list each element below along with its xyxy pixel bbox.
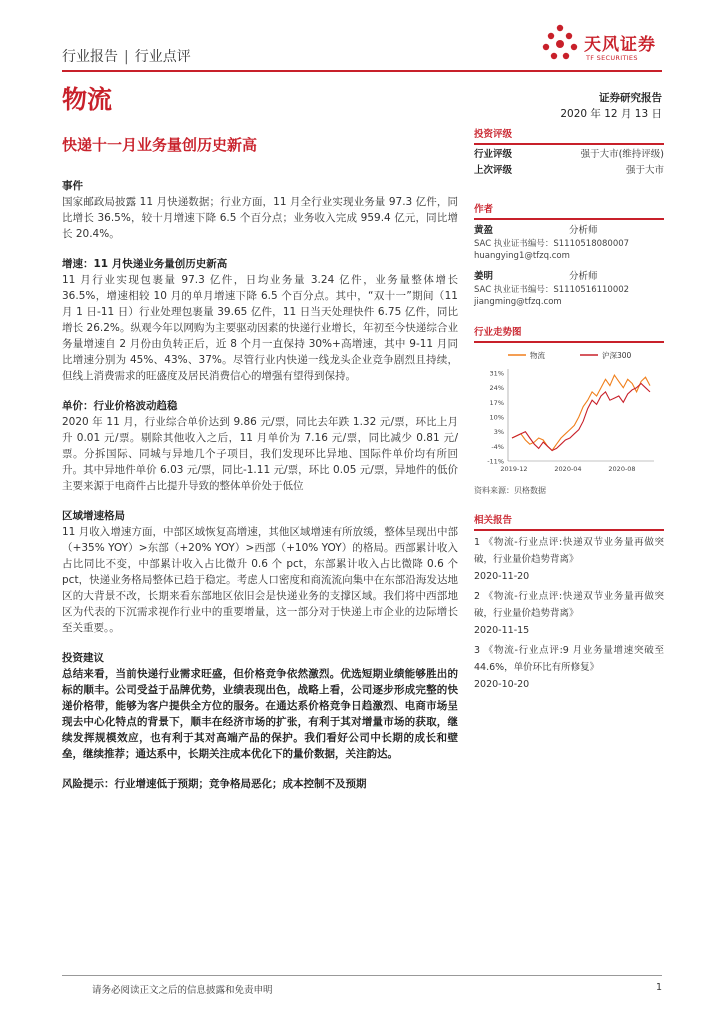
x-tick-label: 2019-12 — [500, 465, 528, 473]
section-heading: 单价：行业价格波动趋稳 — [62, 400, 178, 412]
category-left: 行业报告 — [62, 49, 118, 65]
related-report-date: 2020-11-20 — [474, 571, 530, 582]
page-number: 1 — [655, 982, 662, 993]
y-tick-label: 10% — [489, 413, 504, 422]
rating-value: 强于大市(维持评级) — [580, 149, 664, 160]
y-tick-label: -11% — [487, 457, 504, 466]
related-report-link[interactable]: 1 《物流-行业点评:快递双节业务量再做突破，行业量价趋势背离》 — [474, 537, 664, 565]
section-heading: 投资建议 — [62, 652, 104, 664]
sidebar — [474, 124, 664, 696]
report-category — [62, 46, 191, 66]
section-growth — [62, 256, 458, 384]
related-list — [474, 534, 664, 693]
trend-heading: 行业走势图 — [474, 322, 664, 343]
section-investment — [62, 650, 458, 762]
trend-chart-svg — [474, 343, 664, 483]
report-date: 2020 年 12 月 13 日 — [560, 108, 662, 120]
author-license: SAC 执业证书编号：S1110518080007 — [474, 239, 630, 249]
brand-name-en: TF SECURITIES — [586, 54, 638, 62]
rating-industry — [474, 147, 664, 163]
section-text: 国家邮政局披露 11 月快递数据；行业方面，11 月全行业实现业务量 97.3 亿件，同比增长 36.5%，较十月增速下降 6.5 个百分点；业务收入完成 959.4 亿元，同比增长 20.4%。 — [62, 196, 458, 240]
related-report-date: 2020-11-15 — [474, 625, 530, 636]
authors-heading: 作者 — [474, 199, 664, 220]
trend-chart — [474, 343, 664, 483]
legend-label: 沪深300 — [602, 351, 632, 360]
section-text: 2020 年 11 月，行业综合单价达到 9.86 元/票，同比去年跌 1.32 元/票，环比上月升 0.01 元/票。剔除其他收入之后，11 月单价为 7.16 元/票，同比减少 0.81 元/票。分拆国际、同城与异地几个子项目，我们发现环比异地、国际件单价均有所回升。其中异地件单价 6.03 元/票，同比-1.11 元/票，环比 0.05 元/票，异地件的低价主要来源于电商件占比提升导致的整体单价处于低位 — [62, 416, 458, 492]
rating-previous — [474, 163, 664, 179]
author-email[interactable]: huangying1@tfzq.com — [474, 251, 570, 261]
rating-label: 行业评级 — [474, 149, 513, 160]
y-tick-label: 31% — [489, 369, 504, 378]
brand-name-cn: 天风证券 — [584, 35, 656, 55]
rating-value: 强于大市 — [625, 165, 664, 176]
main-content — [62, 178, 458, 792]
author-card — [474, 224, 664, 262]
report-title: 快递十一月业务量创历史新高 — [62, 136, 258, 154]
header-divider — [62, 70, 662, 72]
y-tick-label: 24% — [489, 384, 504, 393]
author-role: 分析师 — [569, 271, 598, 282]
author-email[interactable]: jiangming@tfzq.com — [474, 297, 562, 307]
section-event — [62, 178, 458, 242]
section-region — [62, 508, 458, 636]
section-text: 11 月行业实现包裹量 97.3 亿件，日均业务量 3.24 亿件，业务量整体增长 36.5%，增速相较 10 月的单月增速下降 6.5 个百分点。其中，“双十一”期间（11 月 1 日-11 日）行业处理包裹量 39.65 亿件，11 日当天处理快件 6.75 亿件，同比增长 26.2%。纵观今年以网购为主要驱动因素的快递行业增长，年初至今快递综合业务量增速自 2 月份由负转正后，近 8 个月一直保持 30%+高增速，其中 9-11 月同比增速分别为 45%、43%、37%。尽管行业内快递一线龙头企业竞争剧烈且持续，但线上消费需求的旺盛度及居民消费信心的增强有望得到保持。 — [62, 274, 458, 382]
y-tick-label: 3% — [493, 428, 504, 437]
author-role: 分析师 — [569, 225, 598, 236]
footer-divider — [62, 975, 662, 976]
risk-warning: 风险提示：行业增速低于预期；竞争格局恶化；成本控制不及预期 — [62, 778, 367, 790]
brand-mark-icon — [540, 22, 580, 66]
report-type: 证券研究报告 — [599, 92, 662, 104]
section-heading: 区域增速格局 — [62, 510, 125, 522]
section-heading: 增速：11 月快递业务量创历史新高 — [62, 258, 228, 270]
related-report-date: 2020-10-20 — [474, 679, 530, 690]
y-tick-label: -4% — [491, 442, 504, 451]
rating-label: 上次评级 — [474, 165, 513, 176]
rating-heading: 投资评级 — [474, 124, 664, 145]
legend-label: 物流 — [530, 351, 545, 360]
section-price — [62, 398, 458, 494]
x-tick-label: 2020-04 — [554, 465, 582, 473]
sector-title: 物流 — [62, 85, 113, 114]
related-heading: 相关报告 — [474, 510, 664, 531]
section-text: 11 月收入增速方面，中部区域恢复高增速，其他区域增速有所放缓，整体呈现出中部（+35% YOY）>东部（+20% YOY）>西部（+10% YOY）的格局。西部累计收入占比同比不变，中部累计收入占比微升 0.6 个 pct，东部累计收入占比微降 0.6 个 pct，快递业务格局整体已趋于稳定。考虑人口密度和商流流向集中在东部沿海发达地区的大背景不改，长期来看东部地区依旧会是快递业务的支撑区域。我们将中西部地区为代表的下沉需求视作行业中的重要增量，这一部分对于快递上市企业的边际增长至关重要。。 — [62, 526, 458, 634]
author-name: 姜明 — [474, 271, 494, 282]
series-line — [512, 384, 650, 451]
brand-logo — [540, 22, 665, 68]
chart-source: 资料来源：贝格数据 — [474, 486, 546, 495]
author-card — [474, 270, 664, 308]
category-right: 行业点评 — [134, 49, 191, 65]
footer-disclaimer: 请务必阅读正文之后的信息披露和免责申明 — [92, 985, 273, 996]
author-name: 黄盈 — [474, 225, 494, 236]
section-text: 总结来看，当前快递行业需求旺盛，但价格竞争依然激烈。优选短期业绩能够胜出的标的顺丰。公司受益于品牌优势，业绩表现出色，战略上看，公司逐步形成完整的快递价格带，能够为客户提供全方位的服务。在通达系价格竞争日趋激烈、电商市场呈现去中心化特点的背景下，顺丰在经济市场的扩张，有利于其对增量市场的获取，继续发挥规模效应，也有利于其对高端产品的保护。我们看好公司中长期的成长和壁垒，继续推荐；通达系中，长期关注成本优化下的量价数据，关注韵达。 — [62, 668, 458, 760]
x-tick-label: 2020-08 — [608, 465, 636, 473]
category-separator: | — [124, 49, 129, 65]
author-license: SAC 执业证书编号：S1110516110002 — [474, 285, 630, 295]
series-line — [512, 375, 650, 450]
related-report-link[interactable]: 3 《物流-行业点评:9 月业务量增速突破至 44.6%，单价环比有所修复》 — [474, 645, 664, 673]
y-tick-label: 17% — [489, 398, 504, 407]
section-heading: 事件 — [62, 180, 83, 192]
related-report-link[interactable]: 2 《物流-行业点评:快递双节业务量再做突破，行业量价趋势背离》 — [474, 591, 664, 619]
